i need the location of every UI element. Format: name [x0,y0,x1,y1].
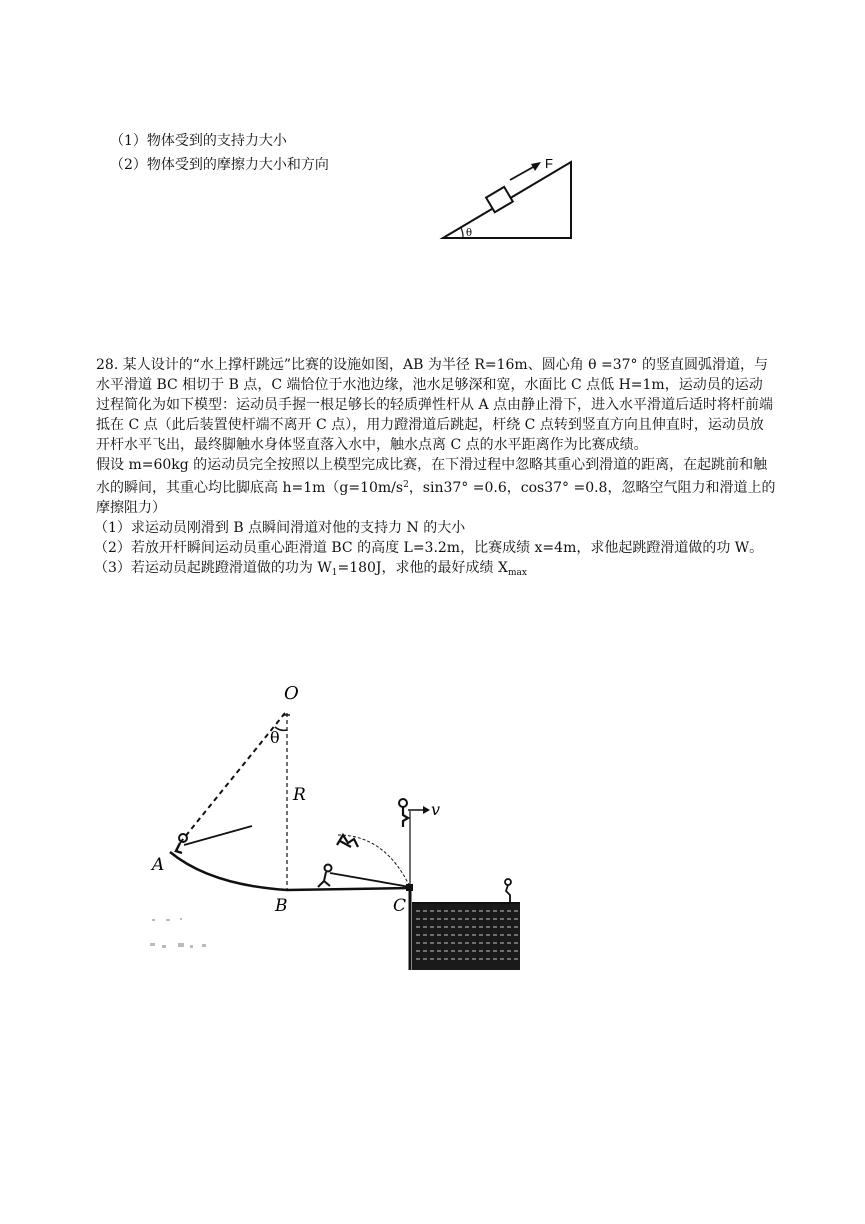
problem-28-assumption [96,455,776,518]
athlete-water-body [506,885,510,902]
q3-sub-max: max [507,568,527,578]
water-pool [412,902,520,970]
pole-A [184,826,252,845]
problem-28-q2: （2）若放开杆瞬间运动员重心距滑道 BC 的高度 L=3.2m，比赛成绩 x=4m，求他起跳蹬滑道做的功 W。 [94,540,764,556]
athlete-B-body [318,872,330,887]
label-O: O [284,683,299,704]
athlete-top-head [399,799,407,807]
velocity-arrowhead [423,806,430,814]
force-label: F [545,156,553,171]
slide-BC [287,888,410,890]
scan-marks [150,918,206,948]
problem-28-q3 [94,558,776,583]
athlete-B-head [325,865,332,872]
block [486,187,513,212]
point-C-marker [406,884,413,891]
label-R: R [293,785,306,805]
pole-B [330,873,410,887]
prev-question-1: （1）物体受到的支持力大小 [110,133,287,149]
slide-arc-AB [170,852,287,890]
pole-vault-figure [140,675,560,980]
force-arrow-shaft [510,166,535,180]
q3-text-b: =180J，求他的最好成绩 X [337,560,508,576]
q3-text-a: （3）若运动员起跳蹬滑道做的功为 W [94,560,332,576]
assumption-text-a: 假设 m=60kg 的运动员完全按照以上模型完成比赛，在下滑过程中忽略其重心到滑道的距离，在起跳前和触水的瞬间，其重心均比脚底高 h=1m（g=10m/s [96,457,768,496]
assumption-text-b: ，sin37° =0.6，cos37° =0.8，忽略空气阻力和滑道上的摩擦阻力） [96,480,776,516]
force-arrow-head [531,162,541,171]
label-A: A [152,855,165,875]
q3-sub-w1: 1 [331,568,338,578]
problem-28 [96,355,776,583]
angle-label: θ [466,228,473,239]
assumption-sup: 2 [403,480,409,490]
label-theta: θ [270,728,280,747]
prev-question-2: （2）物体受到的摩擦力大小和方向 [110,157,329,173]
incline-figure [435,150,580,245]
problem-28-q1: （1）求运动员刚滑到 B 点瞬间滑道对他的支持力 N 的大小 [94,520,466,536]
athlete-A-body [176,843,182,853]
label-v: v [431,800,441,819]
problem-28-intro: 28. 某人设计的“水上撑杆跳远”比赛的设施如图，AB 为半径 R=16m、圆心角 θ =37° 的竖直圆弧滑道，与水平滑道 BC 相切于 B 点，C 端恰位于水池边缘，池水足够深和宽，水面比 C 点低 H=1m，运动员的运动过程简化为如下模型：运动员手握一根足够长的轻质弹性杆从 A 点由静止滑下，进入水平滑道后适时将杆前端抵在 C 点（此后装置使杆端不离开 C 点），用力蹬滑道后跳起，杆绕 C 点转到竖直方向且伸直时，运动员放开杆水平飞出，最终脚触水身体竖直落入水中，触水点离 C 点的水平距离作为比赛成绩。 [96,357,774,453]
label-C: C [393,896,407,916]
label-B: B [275,896,288,916]
angle-arc [461,228,463,238]
athlete-top-body [403,807,408,827]
athlete-water-head [505,879,511,885]
